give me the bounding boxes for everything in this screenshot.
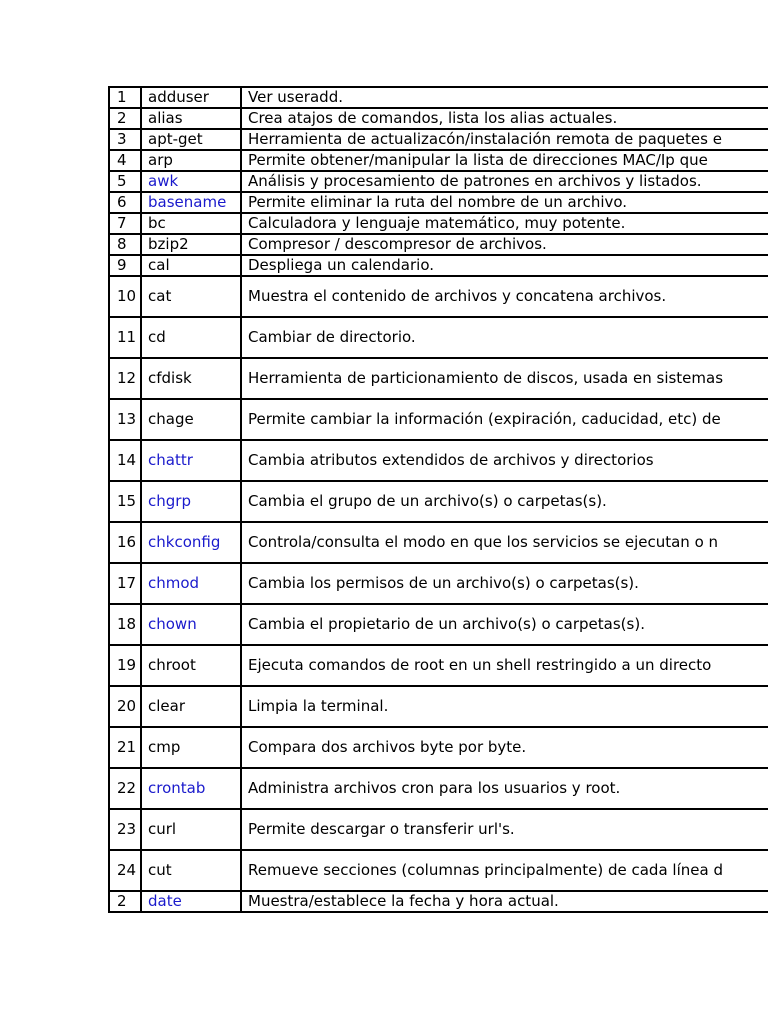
command-cell	[141, 768, 241, 809]
table-row	[109, 171, 768, 192]
command-name: cd	[148, 328, 166, 346]
command-link[interactable]: chkconfig	[148, 533, 221, 551]
row-number-cell: 12	[109, 358, 141, 399]
row-number-cell: 9	[109, 255, 141, 276]
command-cell	[141, 358, 241, 399]
description-cell: Muestra/establece la fecha y hora actual.	[241, 891, 768, 912]
command-cell	[141, 317, 241, 358]
row-number-cell: 10	[109, 276, 141, 317]
command-cell	[141, 809, 241, 850]
description-cell: Crea atajos de comandos, lista los alias actuales.	[241, 108, 768, 129]
description-cell: Cambia el grupo de un archivo(s) o carpetas(s).	[241, 481, 768, 522]
row-number-cell: 4	[109, 150, 141, 171]
command-name: curl	[148, 820, 177, 838]
command-cell	[141, 481, 241, 522]
description-cell: Limpia la terminal.	[241, 686, 768, 727]
description-cell: Herramienta de particionamiento de discos, usada en sistemas	[241, 358, 768, 399]
row-number-cell: 16	[109, 522, 141, 563]
description-cell: Herramienta de actualizacón/instalación remota de paquetes e	[241, 129, 768, 150]
command-cell	[141, 171, 241, 192]
table-row	[109, 399, 768, 440]
row-number-cell: 21	[109, 727, 141, 768]
description-cell: Despliega un calendario.	[241, 255, 768, 276]
table-row	[109, 563, 768, 604]
row-number-cell: 23	[109, 809, 141, 850]
row-number-cell: 8	[109, 234, 141, 255]
command-link[interactable]: crontab	[148, 779, 206, 797]
row-number-cell: 2	[109, 891, 141, 912]
command-cell	[141, 891, 241, 912]
command-cell	[141, 108, 241, 129]
table-row	[109, 768, 768, 809]
command-link[interactable]: chgrp	[148, 492, 191, 510]
row-number-cell: 14	[109, 440, 141, 481]
table-row	[109, 850, 768, 891]
command-name: cfdisk	[148, 369, 192, 387]
command-cell	[141, 150, 241, 171]
description-cell: Permite eliminar la ruta del nombre de un archivo.	[241, 192, 768, 213]
row-number-cell: 3	[109, 129, 141, 150]
command-cell	[141, 727, 241, 768]
command-cell	[141, 213, 241, 234]
command-name: bc	[148, 214, 166, 232]
command-cell	[141, 522, 241, 563]
command-link[interactable]: chmod	[148, 574, 200, 592]
command-cell	[141, 234, 241, 255]
table-row	[109, 317, 768, 358]
command-name: bzip2	[148, 235, 189, 253]
table-row	[109, 192, 768, 213]
command-name: cal	[148, 256, 170, 274]
row-number-cell: 7	[109, 213, 141, 234]
command-link[interactable]: awk	[148, 172, 179, 190]
row-number-cell: 17	[109, 563, 141, 604]
command-cell	[141, 645, 241, 686]
command-cell	[141, 563, 241, 604]
description-cell: Controla/consulta el modo en que los servicios se ejecutan o n	[241, 522, 768, 563]
description-cell: Calculadora y lenguaje matemático, muy potente.	[241, 213, 768, 234]
description-cell: Compresor / descompresor de archivos.	[241, 234, 768, 255]
command-cell	[141, 850, 241, 891]
command-name: alias	[148, 109, 183, 127]
table-row	[109, 522, 768, 563]
table-row	[109, 87, 768, 108]
table-row	[109, 255, 768, 276]
table-row	[109, 108, 768, 129]
row-number-cell: 19	[109, 645, 141, 686]
description-cell: Muestra el contenido de archivos y concatena archivos.	[241, 276, 768, 317]
table-row	[109, 234, 768, 255]
table-row	[109, 358, 768, 399]
command-link[interactable]: chattr	[148, 451, 193, 469]
description-cell: Cambiar de directorio.	[241, 317, 768, 358]
command-cell	[141, 129, 241, 150]
description-cell: Cambia los permisos de un archivo(s) o carpetas(s).	[241, 563, 768, 604]
description-cell: Administra archivos cron para los usuarios y root.	[241, 768, 768, 809]
command-cell	[141, 440, 241, 481]
command-cell	[141, 686, 241, 727]
description-cell: Permite cambiar la información (expiración, caducidad, etc) de	[241, 399, 768, 440]
row-number-cell: 11	[109, 317, 141, 358]
command-name: chroot	[148, 656, 196, 674]
description-cell: Remueve secciones (columnas principalmente) de cada línea d	[241, 850, 768, 891]
description-cell: Análisis y procesamiento de patrones en archivos y listados.	[241, 171, 768, 192]
description-cell: Permite descargar o transferir url's.	[241, 809, 768, 850]
command-link[interactable]: basename	[148, 193, 227, 211]
row-number-cell: 24	[109, 850, 141, 891]
table-row	[109, 686, 768, 727]
row-number-cell: 22	[109, 768, 141, 809]
row-number-cell: 15	[109, 481, 141, 522]
command-name: cat	[148, 287, 172, 305]
command-name: cut	[148, 861, 172, 879]
description-cell: Ver useradd.	[241, 87, 768, 108]
description-cell: Cambia el propietario de un archivo(s) o carpetas(s).	[241, 604, 768, 645]
command-cell	[141, 192, 241, 213]
row-number-cell: 6	[109, 192, 141, 213]
description-cell: Cambia atributos extendidos de archivos y directorios	[241, 440, 768, 481]
command-name: cmp	[148, 738, 181, 756]
row-number-cell: 1	[109, 87, 141, 108]
table-row	[109, 891, 768, 912]
table-row	[109, 150, 768, 171]
commands-table	[108, 86, 768, 913]
description-cell: Ejecuta comandos de root en un shell restringido a un directo	[241, 645, 768, 686]
command-name: apt-get	[148, 130, 203, 148]
row-number-cell: 2	[109, 108, 141, 129]
command-cell	[141, 276, 241, 317]
command-cell	[141, 87, 241, 108]
description-cell: Compara dos archivos byte por byte.	[241, 727, 768, 768]
command-name: arp	[148, 151, 173, 169]
command-cell	[141, 255, 241, 276]
row-number-cell: 13	[109, 399, 141, 440]
row-number-cell: 5	[109, 171, 141, 192]
command-cell	[141, 399, 241, 440]
description-cell: Permite obtener/manipular la lista de direcciones MAC/Ip que	[241, 150, 768, 171]
command-link[interactable]: date	[148, 892, 182, 910]
row-number-cell: 20	[109, 686, 141, 727]
command-cell	[141, 604, 241, 645]
row-number-cell: 18	[109, 604, 141, 645]
commands-table-body	[109, 87, 768, 912]
table-row	[109, 645, 768, 686]
table-row	[109, 440, 768, 481]
table-row	[109, 481, 768, 522]
command-name: chage	[148, 410, 194, 428]
command-name: clear	[148, 697, 186, 715]
table-row	[109, 604, 768, 645]
table-row	[109, 727, 768, 768]
command-name: adduser	[148, 88, 209, 106]
table-row	[109, 809, 768, 850]
command-link[interactable]: chown	[148, 615, 197, 633]
table-row	[109, 276, 768, 317]
table-row	[109, 213, 768, 234]
table-row	[109, 129, 768, 150]
